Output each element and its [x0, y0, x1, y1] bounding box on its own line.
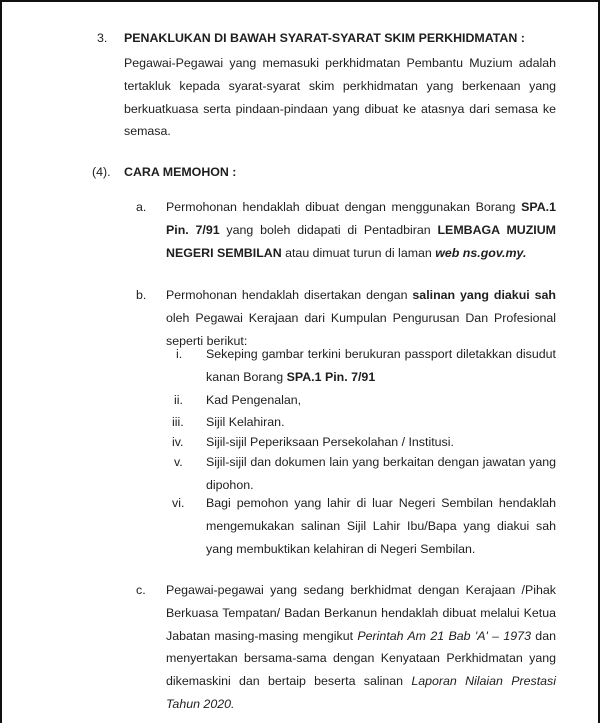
item-a-text-2: yang boleh didapati di Pentadbiran — [219, 222, 438, 237]
section-3-body: Pegawai-Pegawai yang memasuki perkhidmatan Pembantu Muzium adalah tertakluk kepada syarat-syarat skim perkhidmatan yang berkenaan yang berkuatkuasa serta pindaan-pindaan yang dibuat ke atasnya dari semasa ke semasa. — [124, 56, 556, 139]
subitem-marker: ii. — [174, 393, 183, 407]
item-c-regulation: Perintah Am 21 Bab 'A' – 1973 — [357, 628, 531, 643]
subitem-marker: v. — [174, 455, 183, 469]
item-b-marker: b. — [136, 288, 147, 302]
subitem-1-form-code: SPA.1 Pin. 7/91 — [286, 369, 376, 384]
item-c-text — [166, 579, 556, 716]
item-b-bold: salinan yang diakui sah — [412, 288, 556, 302]
subitem-marker: i. — [176, 347, 183, 361]
subitem-text — [206, 343, 556, 389]
subitem-text: Kad Pengenalan, — [206, 393, 302, 407]
item-a-text — [166, 196, 556, 264]
subitem-text: Sijil-sijil Peperiksaan Persekolahan / Institusi. — [206, 435, 454, 449]
item-a-form-code: SPA.1 Pin. 7/91 — [166, 200, 556, 237]
subitem-marker: iii. — [172, 415, 184, 429]
section-3-heading: PENAKLUKAN DI BAWAH SYARAT-SYARAT SKIM PERKHIDMATAN : — [124, 31, 525, 45]
subitem-text: Bagi pemohon yang lahir di luar Negeri Sembilan hendaklah mengemukakan salinan Sijil Lahir Ibu/Bapa yang diakui sah yang membuktikan kelahiran di Negeri Sembilan. — [206, 496, 556, 556]
subitem-marker: iv. — [172, 435, 184, 449]
item-a-organization: LEMBAGA MUZIUM NEGERI SEMBILAN — [166, 222, 557, 260]
item-c-text-1: Pegawai-pegawai yang sedang berkhidmat dengan Kerajaan /Pihak Berkuasa Tempatan/ Badan Berkanun hendaklah dibuat melalui Ketua Jabatan masing-masing mengikut — [166, 583, 556, 643]
section-4-number: (4). — [92, 165, 111, 179]
item-a-text-1: Permohonan hendaklah dibuat dengan menggunakan Borang — [166, 200, 522, 214]
item-b-text-1: Permohonan hendaklah disertakan dengan — [166, 288, 413, 302]
item-a-website: web ns.gov.my. — [435, 245, 527, 260]
item-c-text-2: dan menyertakan bersama-sama dengan Kenyataan Perkhidmatan yang dikemaskini dan bertaip beserta salinan — [166, 628, 556, 689]
subitem-marker: vi. — [172, 496, 185, 510]
subitem-text: Sijil Kelahiran. — [206, 415, 285, 429]
item-a-marker: a. — [136, 200, 147, 214]
item-c-marker: c. — [136, 583, 146, 597]
subitem-text: Sijil-sijil dan dokumen lain yang berkaitan dengan jawatan yang dipohon. — [206, 455, 556, 492]
section-3-number: 3. — [97, 31, 108, 45]
subitem-1-text: Sekeping gambar terkini berukuran passport diletakkan disudut kanan Borang — [206, 347, 556, 384]
section-4-heading: CARA MEMOHON : — [124, 165, 237, 179]
item-a-text-3: atau dimuat turun di laman — [281, 245, 436, 260]
item-c-report: Laporan Nilaian Prestasi Tahun 2020. — [166, 674, 556, 711]
item-b-text-2: oleh Pegawai Kerajaan dari Kumpulan Pengurusan Dan Profesional seperti berikut: — [166, 310, 556, 348]
